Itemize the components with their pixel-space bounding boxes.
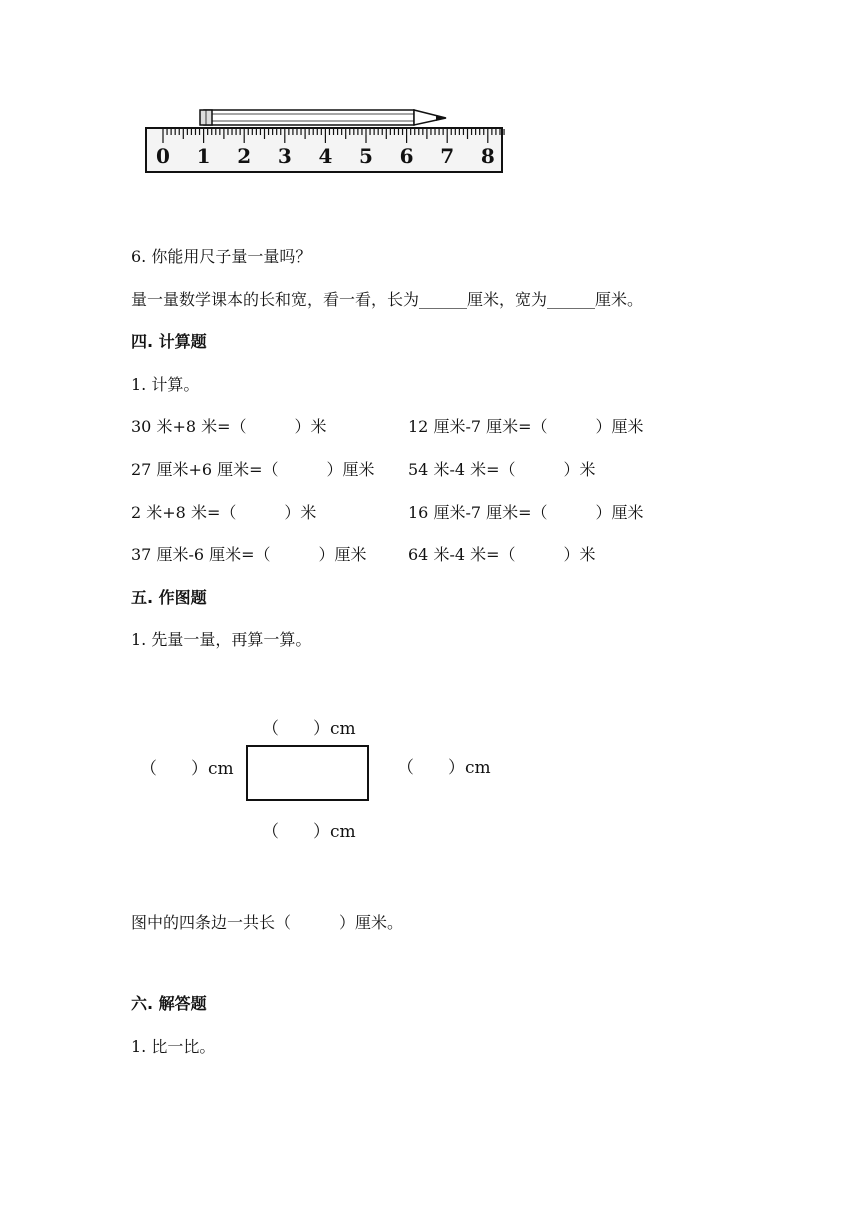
calc-item: 27 厘米+6 厘米=（ ）厘米 <box>131 460 375 479</box>
calc-item: 2 米+8 米=（ ）米 <box>131 503 317 522</box>
ruler-number: 4 <box>318 144 333 168</box>
calc-item: 64 米-4 米=（ ）米 <box>408 545 596 564</box>
question-6-title: 6. 你能用尺子量一量吗？ <box>131 247 312 266</box>
ruler-number: 6 <box>399 144 414 168</box>
question-6-body: 量一量数学课本的长和宽，看一看，长为______厘米，宽为______厘米。 <box>131 290 644 309</box>
ruler-number: 5 <box>359 144 373 168</box>
calc-item: 54 米-4 米=（ ）米 <box>408 460 596 479</box>
ruler-with-pencil-illustration <box>140 100 520 180</box>
ruler-number: 3 <box>277 144 292 168</box>
ruler-number: 7 <box>440 144 455 168</box>
calc-item: 37 厘米-6 厘米=（ ）厘米 <box>131 545 367 564</box>
section-6-question-1-title: 1. 比一比。 <box>131 1037 216 1056</box>
section-5-answer-line: 图中的四条边一共长（ ）厘米。 <box>131 913 404 932</box>
ruler-number: 1 <box>196 144 211 168</box>
section-6-heading: 六. 解答题 <box>131 994 207 1013</box>
section-5-question-1-title: 1. 先量一量，再算一算。 <box>131 630 312 649</box>
calc-item: 16 厘米-7 厘米=（ ）厘米 <box>408 503 644 522</box>
section-5-heading: 五. 作图题 <box>131 588 207 607</box>
rectangle-bottom-label: （ ）cm <box>262 822 356 842</box>
calc-item: 12 厘米-7 厘米=（ ）厘米 <box>408 417 644 436</box>
ruler-number: 0 <box>156 144 170 168</box>
rectangle-right-label: （ ）cm <box>397 758 491 778</box>
ruler-number: 2 <box>237 144 252 168</box>
section-4-question-1-title: 1. 计算。 <box>131 375 200 394</box>
section-4-heading: 四. 计算题 <box>131 332 207 351</box>
ruler-number: 8 <box>480 144 495 168</box>
rectangle-left-label: （ ）cm <box>140 759 234 779</box>
calc-item: 30 米+8 米=（ ）米 <box>131 417 327 436</box>
rectangle-top-label: （ ）cm <box>262 719 356 739</box>
measurement-rectangle <box>246 745 369 801</box>
pencil <box>200 110 446 125</box>
